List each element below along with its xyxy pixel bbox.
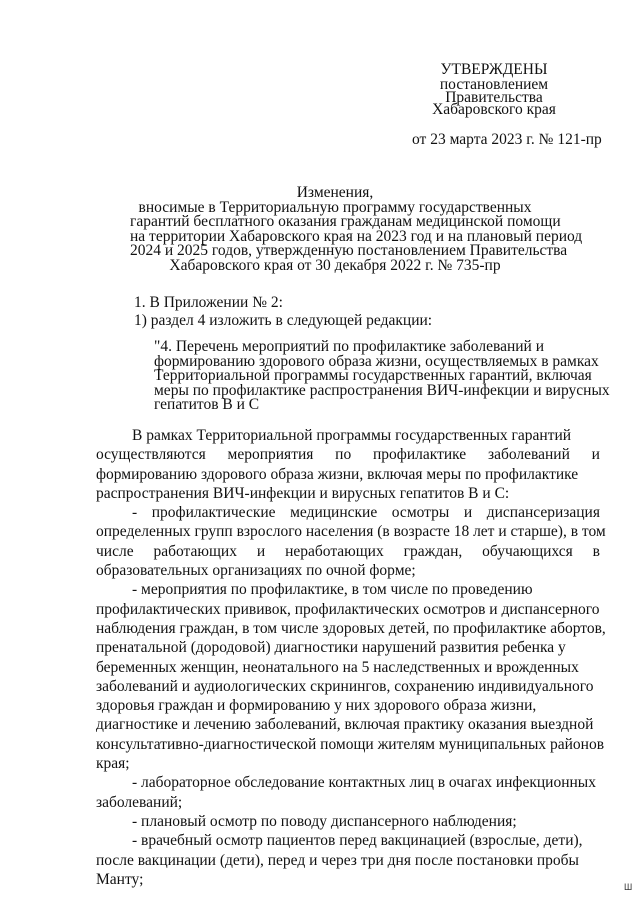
body-line: - мероприятия по профилактике, в том числе по проведению — [132, 581, 533, 599]
body-line: - лабораторное обследование контактных лиц в очагах инфекционных — [132, 774, 596, 792]
word: и — [256, 542, 266, 560]
word: граждан, — [403, 542, 463, 560]
item-1: 1. В Приложении № 2: — [134, 294, 283, 311]
title-heading: Изменения, — [296, 184, 374, 201]
body-line: консультативно-диагностической помощи жителям муниципальных районов — [96, 735, 605, 753]
word: обучающихся — [482, 542, 573, 560]
word: и — [591, 446, 600, 464]
title-line: Хабаровского края от 30 декабря 2022 г. № 735-пр — [169, 256, 501, 274]
quote-line: меры по профилактике распространения ВИЧ-инфекции и вирусных — [154, 381, 610, 399]
body-line-justified — [96, 503, 600, 522]
body-line: - врачебный осмотр пациентов перед вакцинацией (взрослые, дети), — [132, 832, 583, 850]
word: осуществляются — [96, 446, 206, 464]
approval-line: Хабаровского края — [432, 101, 556, 118]
quote-line: формированию здорового образа жизни, осуществляемых в рамках — [154, 352, 599, 370]
word: числе — [96, 542, 134, 560]
body-line: края; — [96, 755, 130, 773]
word: и — [463, 504, 473, 522]
body-line: после вакцинации (дети), перед и через три дня после постановки пробы — [96, 851, 579, 869]
word: неработающих — [285, 542, 384, 560]
body-line: формированию здорового образа жизни, включая меры по профилактике — [96, 465, 579, 483]
body-line: заболеваний; — [96, 793, 183, 811]
body-line: образовательных организациях по очной форме; — [96, 562, 416, 580]
word: медицинские — [290, 504, 378, 522]
word: в — [592, 542, 600, 560]
word: осмотры — [391, 504, 450, 522]
word: по — [335, 446, 352, 464]
quote-line: Территориальной программы государственных гарантий, включая — [154, 367, 592, 385]
quote-line: гепатитов В и С — [154, 396, 260, 414]
section-4-quote — [154, 338, 610, 414]
body-line: диагностике и лечению заболеваний, включая практику оказания выездной — [96, 716, 594, 734]
word: профилактические — [151, 504, 276, 522]
body-line: пренатальной (дородовой) диагностики нарушений развития ребенка у — [96, 639, 566, 657]
body-line-justified — [96, 542, 600, 561]
approval-line: Правительства — [445, 88, 543, 106]
body-line: здоровья граждан и формированию у них здорового образа жизни, — [96, 697, 537, 715]
body-line: - плановый осмотр по поводу диспансерного наблюдения; — [132, 812, 517, 830]
approval-heading: УТВЕРЖДЕНЫ — [440, 61, 548, 78]
word: заболеваний — [487, 446, 570, 464]
body-line: определенных групп взрослого населения (в возрасте 18 лет и старше), в том — [96, 523, 606, 541]
body-line: беременных женщин, неонатального на 5 наследственных и врожденных — [96, 658, 579, 676]
body-text — [96, 426, 606, 889]
body-line-justified — [96, 445, 600, 464]
body-line: заболеваний и аудиологических скринингов, сохранению индивидуального — [96, 677, 594, 695]
word: мероприятия — [227, 446, 314, 464]
title-line: вносимые в Территориальную программу государственных — [138, 198, 532, 216]
page-edge-mark: Ш — [624, 882, 633, 892]
word: - — [132, 504, 138, 522]
body-line: Манту; — [96, 870, 144, 888]
approval-stamp — [414, 62, 574, 117]
body-line: профилактических прививок, профилактических осмотров и диспансерного — [96, 600, 600, 618]
item-1-sub: 1) раздел 4 изложить в следующей редакции: — [134, 312, 433, 329]
word: профилактике — [373, 446, 467, 464]
quote-line: "4. Перечень мероприятий по профилактике заболеваний и — [154, 338, 545, 355]
word: работающих — [153, 542, 237, 560]
date-line: от 23 марта 2023 г. № 121-пр — [412, 131, 602, 148]
word: диспансеризация — [486, 504, 600, 522]
body-line: распространения ВИЧ-инфекции и вирусных гепатитов В и С: — [96, 484, 510, 502]
body-line: В рамках Территориальной программы государственных гарантий — [132, 427, 572, 444]
title-line: 2024 и 2025 годов, утвержденную постановлением Правительства — [130, 242, 568, 259]
approval-line: постановлением — [439, 76, 549, 93]
title-line: на территории Хабаровского края на 2023 год и на плановый период — [130, 227, 583, 245]
document-title — [130, 184, 583, 274]
title-line: гарантий бесплатного оказания гражданам медицинской помощи — [130, 213, 561, 230]
body-line: наблюдения граждан, в том числе здоровых детей, по профилактике абортов, — [96, 619, 606, 637]
